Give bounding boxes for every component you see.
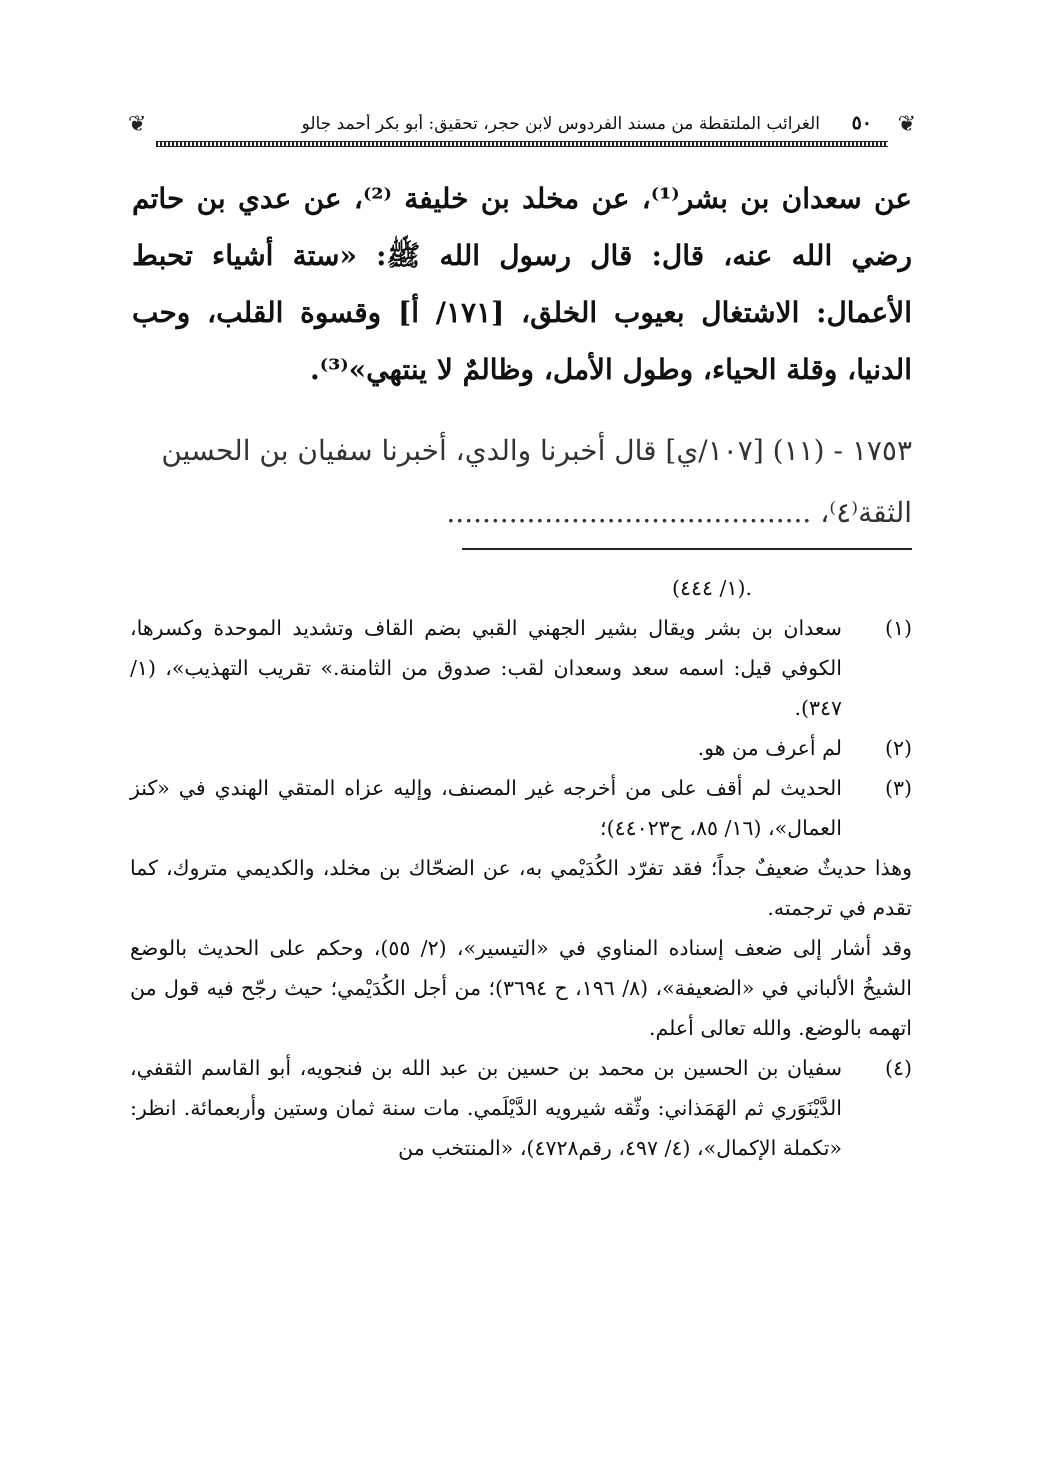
- footnote-lead-reference: .(١/ ٤٤٤): [671, 576, 752, 600]
- footnote-mark: (١): [884, 616, 912, 640]
- header-ornament-left: ❦: [128, 112, 147, 137]
- hadith-entry-1753: ١٧٥٣ - (١١) [١٠٧/ي] قال أخبرنا والدي، أخبرنا سفيان بن الحسين الثقة⁽٤⁾، .........................................: [161, 434, 912, 529]
- footnote-text: سعدان بن بشر ويقال بشير الجهني القبي بضم القاف وتشديد الموحدة وكسرها، الكوفي قيل: اسمه سعد وسعدان لقب: صدوق من الثامنة.» تقريب التهذيب»، (١/ ٣٤٧).: [130, 616, 842, 720]
- header-rule: [156, 141, 888, 147]
- footnote-mark: (٤): [884, 1056, 912, 1080]
- footnote-divider: [462, 548, 912, 550]
- footnote-mark: (٢): [884, 736, 912, 760]
- footnote-text: الحديث لم أقف على من أخرجه غير المصنف، وإليه عزاه المتقي الهندي في «كنز العمال»، (١٦/ ٨٥، ح٤٤٠٢٣)؛: [130, 776, 842, 840]
- page-header: [128, 110, 916, 150]
- footnotes: [130, 568, 912, 1168]
- footnote-4: [130, 1048, 912, 1168]
- running-title: الغرائب الملتقطة من مسند الفردوس لابن حجر، تحقيق: أبو بكر أحمد جالو: [301, 114, 820, 134]
- footnote-text: لم أعرف من هو.: [697, 736, 842, 760]
- footnote-2: [130, 728, 912, 768]
- footnote-3: [130, 768, 912, 848]
- footnote-mark: (٣): [884, 776, 912, 800]
- page-number: ٥٠: [851, 112, 872, 134]
- header-ornament-right: ❦: [897, 112, 916, 137]
- footnote-1: [130, 608, 912, 728]
- footnote-3-continuation: وقد أشار إلى ضعف إسناده المناوي في «التيسير»، (٢/ ٥٥)، وحكم على الحديث بالوضع الشيخُ الألباني في «الضعيفة»، (٨/ ١٩٦، ح ٣٦٩٤)؛ من أجل الكُدَيْمي؛ حيث رجّح فيه قول من اتهمه بالوضع. والله تعالى أعلم.: [130, 936, 912, 1040]
- footnote-text: سفيان بن الحسين بن محمد بن حسين بن عبد الله بن فنجويه، أبو القاسم الثقفي، الدَّيْنَوَري ثم الهَمَذاني: وثّقه شيرويه الدَّيْلَمي. مات سنة ثمان وستين وأربعمائة. انظر: «تكملة الإكمال»، (٤/ ٤٩٧، رقم٤٧٢٨)، «المنتخب من: [130, 1056, 842, 1160]
- footnote-3-continuation: وهذا حديثٌ ضعيفٌ جداً؛ فقد تفرّد الكُدَيْمي به، عن الضحّاك بن مخلد، والكديمي متروك، كما تقدم في ترجمته.: [130, 856, 912, 920]
- hadith-text: عن سعدان بن بشر⁽¹⁾، عن مخلد بن خليفة ⁽²⁾، عن عدي بن حاتم رضي الله عنه، قال: قال رسول الله ﷺ: «ستة أشياء تحبط الأعمال: الاشتغال بعيوب الخلق، [١٧١/ أ] وقسوة القلب، وحب الدنيا، وقلة الحياء، وطول الأمل، وظالمٌ لا ينتهي»⁽³⁾.: [132, 182, 912, 386]
